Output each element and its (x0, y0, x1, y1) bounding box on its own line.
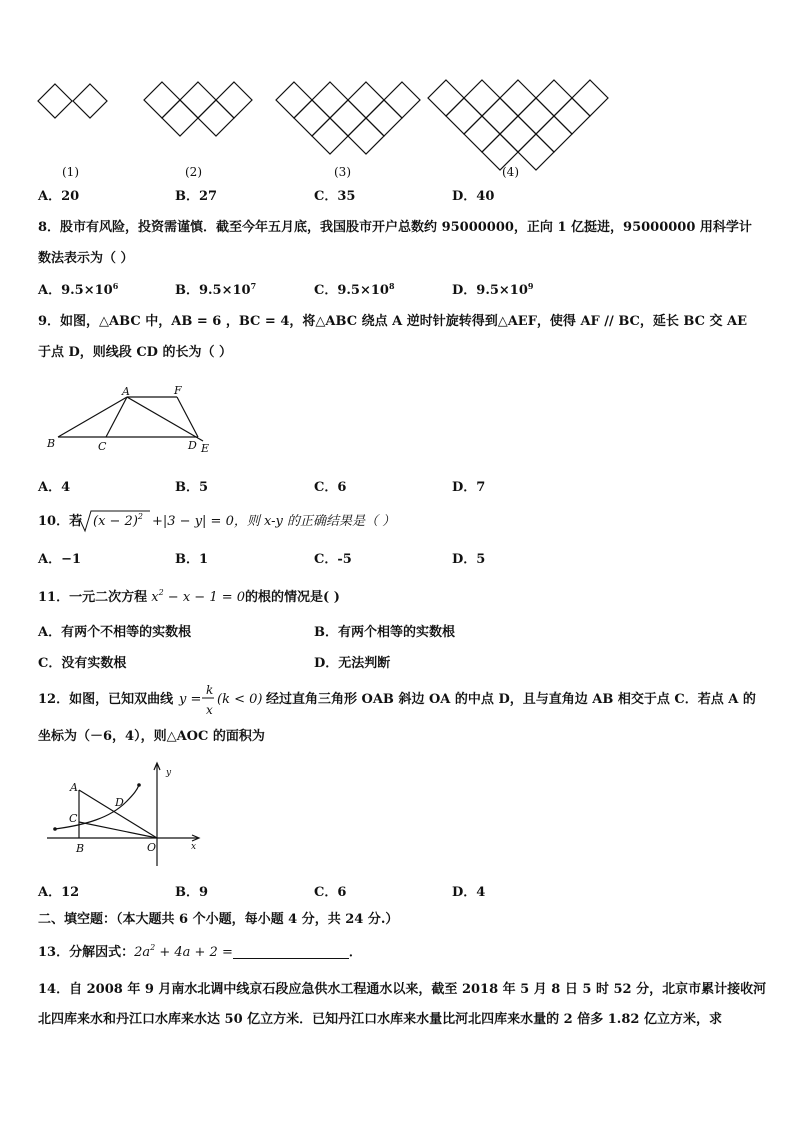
q9-option-a[interactable]: A．4 (38, 480, 71, 495)
q10-equation-rest: +|3 − y| = 0，则 x-y 的正确结果是（ ） (152, 514, 396, 529)
q7-option-c[interactable]: C．35 (314, 189, 356, 204)
q10-option-b[interactable]: B．1 (175, 552, 209, 567)
q7-option-d[interactable]: D．40 (452, 189, 495, 204)
q8-option-a[interactable]: A．$9.5\times 10^6$ (38, 281, 119, 298)
figure-caption-3: (3) (334, 165, 351, 179)
q13-answer-blank[interactable] (233, 947, 349, 959)
section-2-heading: 二、填空题：（本大题共 6 个小题，每小题 4 分，共 24 分.） (38, 912, 399, 927)
q9-option-b[interactable]: B．5 (175, 480, 209, 495)
q10-prefix: 10．若 (38, 514, 83, 529)
q12-label-o: O (147, 841, 157, 854)
q12-y-eq: y = (179, 692, 202, 707)
q9-label-e: E (201, 442, 210, 455)
q9-option-c[interactable]: C．6 (314, 480, 347, 495)
q11-stem: 11．一元二次方程 $x^2 - x - 1 = 0$的根的情况是( ) (38, 588, 340, 605)
q7-option-a[interactable]: A．20 (38, 189, 80, 204)
pattern-1 (38, 84, 107, 118)
q12-stem-rest: 经过直角三角形 OAB 斜边 OA 的中点 D，且与直角边 AB 相交于点 C．若点 A 的 (266, 692, 756, 707)
q12-option-d[interactable]: D．4 (452, 885, 486, 900)
q12-option-c[interactable]: C．6 (314, 885, 347, 900)
q8-option-c[interactable]: C．$9.5\times 10^8$ (314, 281, 395, 298)
q12-label-y: y (166, 768, 172, 778)
q10-option-c[interactable]: C．-5 (314, 552, 352, 567)
pattern-3 (276, 82, 420, 154)
q11-option-d[interactable]: D．无法判断 (314, 656, 391, 671)
figure-caption-2: (2) (185, 165, 202, 179)
q9-option-d[interactable]: D．7 (452, 480, 486, 495)
q9-stem-line2: 于点 D，则线段 CD 的长为（ ） (38, 345, 232, 360)
q8-option-b[interactable]: B．$9.5\times 10^7$ (175, 281, 257, 298)
pattern-4 (428, 80, 608, 170)
q7-option-b[interactable]: B．27 (175, 189, 218, 204)
q10-option-a[interactable]: A．−1 (38, 552, 82, 567)
q12-label-c: C (69, 812, 78, 825)
q14-stem-line2: 北四库来水和丹江口水库来水达 50 亿立方米．已知丹江口水库来水量比河北四库来水量的 2 倍多 1.82 亿立方米，求 (38, 1012, 722, 1027)
q12-label-a: A (70, 781, 78, 794)
q12-label-b: B (76, 842, 85, 855)
q13-stem: 13．分解因式：$2a^2 + 4a + 2$ = ． (38, 943, 362, 960)
q9-label-f: F (174, 384, 182, 397)
figure-caption-4: (4) (502, 165, 519, 179)
q11-option-a[interactable]: A．有两个不相等的实数根 (38, 625, 192, 640)
hyperbola-figure (0, 760, 794, 870)
fraction-bar (202, 697, 216, 700)
figure-caption-1: (1) (62, 165, 79, 179)
q11-option-c[interactable]: C．没有实数根 (38, 656, 127, 671)
q12-fraction-den: x (206, 703, 213, 717)
q8-option-d[interactable]: D．$9.5\times 10^9$ (452, 281, 534, 298)
q14-stem-line1: 14．自 2008 年 9 月南水北调中线京石段应急供水工程通水以来，截至 2018 年 5 月 8 日 5 时 52 分，北京市累计接收河 (38, 982, 767, 997)
q12-option-a[interactable]: A．12 (38, 885, 80, 900)
q12-label-d: D (115, 796, 124, 809)
q9-label-d: D (188, 439, 197, 452)
q12-condition: (k < 0) (217, 692, 263, 707)
diamond-pattern-figure (0, 0, 794, 180)
q8-stem-line2: 数法表示为（ ） (38, 251, 134, 266)
q10-radicand: $(x - 2)^2$ (93, 512, 143, 529)
q8-stem-line1: 8．股市有风险，投资需谨慎．截至今年五月底，我国股市开户总数约 95000000，正向 1 亿挺进，95000000 用科学计 (38, 220, 752, 235)
q12-fraction-num: k (206, 683, 214, 697)
pattern-2 (144, 82, 252, 136)
q12-option-b[interactable]: B．9 (175, 885, 209, 900)
q9-label-c: C (98, 440, 107, 453)
q11-option-b[interactable]: B．有两个相等的实数根 (314, 625, 455, 640)
q12-stem-line2: 坐标为（－6，4），则△AOC 的面积为 (38, 729, 265, 744)
q9-stem-line1: 9．如图，△ABC 中，AB = 6 ，BC = 4，将△ABC 绕点 A 逆时针旋转得到△AEF，使得 AF // BC，延长 BC 交 AE (38, 314, 748, 329)
triangle-rotation-figure (0, 378, 794, 458)
q12-label-x: x (191, 842, 197, 852)
q10-option-d[interactable]: D．5 (452, 552, 486, 567)
q9-label-b: B (47, 437, 56, 450)
q12-prefix: 12．如图，已知双曲线 (38, 692, 174, 707)
q9-label-a: A (122, 385, 130, 398)
